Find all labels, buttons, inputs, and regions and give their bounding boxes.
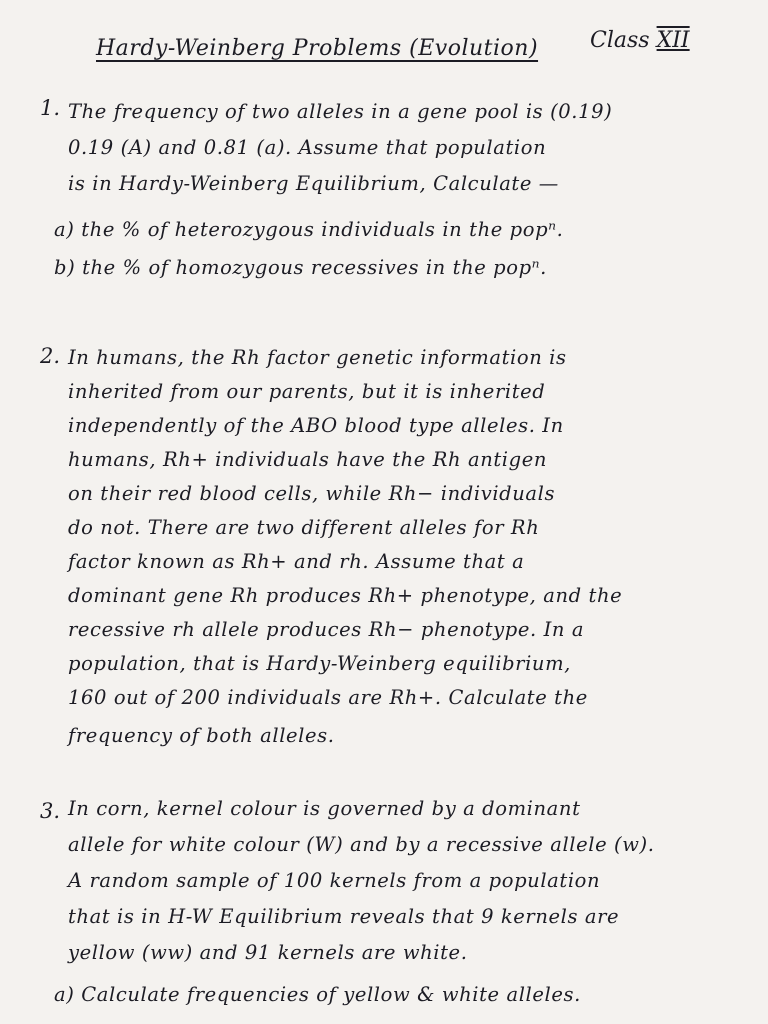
question-2 [40, 340, 740, 760]
question-number: 1. [40, 96, 61, 120]
question-line: 160 out of 200 individuals are Rh+. Calculate the [68, 686, 588, 709]
question-line: The frequency of two alleles in a gene pool is (0.19) [68, 100, 613, 123]
question-line: inherited from our parents, but it is inherited [68, 380, 546, 403]
question-subpart: b) the % of homozygous recessives in the popⁿ. [54, 256, 547, 279]
question-line: In humans, the Rh factor genetic information is [68, 346, 567, 369]
question-line: recessive rh allele produces Rh− phenotype. In a [68, 618, 585, 641]
question-number: 3. [40, 799, 61, 823]
page-title: Hardy-Weinberg Problems (Evolution) [96, 36, 539, 61]
class-label-text: Class [590, 28, 650, 53]
question-line: allele for white colour (W) and by a recessive allele (w). [68, 833, 655, 856]
question-line: dominant gene Rh produces Rh+ phenotype, and the [68, 584, 623, 607]
class-number: XII [656, 28, 690, 53]
question-line: 0.19 (A) and 0.81 (a). Assume that population [68, 136, 547, 159]
question-line: humans, Rh+ individuals have the Rh antigen [68, 448, 548, 471]
question-line: independently of the ABO blood type alleles. In [68, 414, 564, 437]
worksheet-header [0, 28, 768, 88]
question-subpart: a) Calculate frequencies of yellow & white alleles. [54, 983, 581, 1006]
question-line: In corn, kernel colour is governed by a dominant [68, 797, 581, 820]
question-number: 2. [40, 344, 61, 368]
question-line: is in Hardy-Weinberg Equilibrium, Calculate — [68, 172, 559, 195]
question-3 [40, 785, 740, 1015]
question-1 [40, 90, 740, 310]
class-label [590, 28, 690, 53]
question-line: do not. There are two different alleles for Rh [68, 516, 540, 539]
question-line: factor known as Rh+ and rh. Assume that a [68, 550, 525, 573]
question-line: that is in H-W Equilibrium reveals that 9 kernels are [68, 905, 620, 928]
question-line: population, that is Hardy-Weinberg equilibrium, [68, 652, 571, 675]
question-line: yellow (ww) and 91 kernels are white. [68, 941, 468, 964]
question-line: A random sample of 100 kernels from a population [68, 869, 601, 892]
question-line: frequency of both alleles. [68, 724, 335, 747]
question-subpart: a) the % of heterozygous individuals in the popⁿ. [54, 218, 564, 241]
question-line: on their red blood cells, while Rh− individuals [68, 482, 556, 505]
